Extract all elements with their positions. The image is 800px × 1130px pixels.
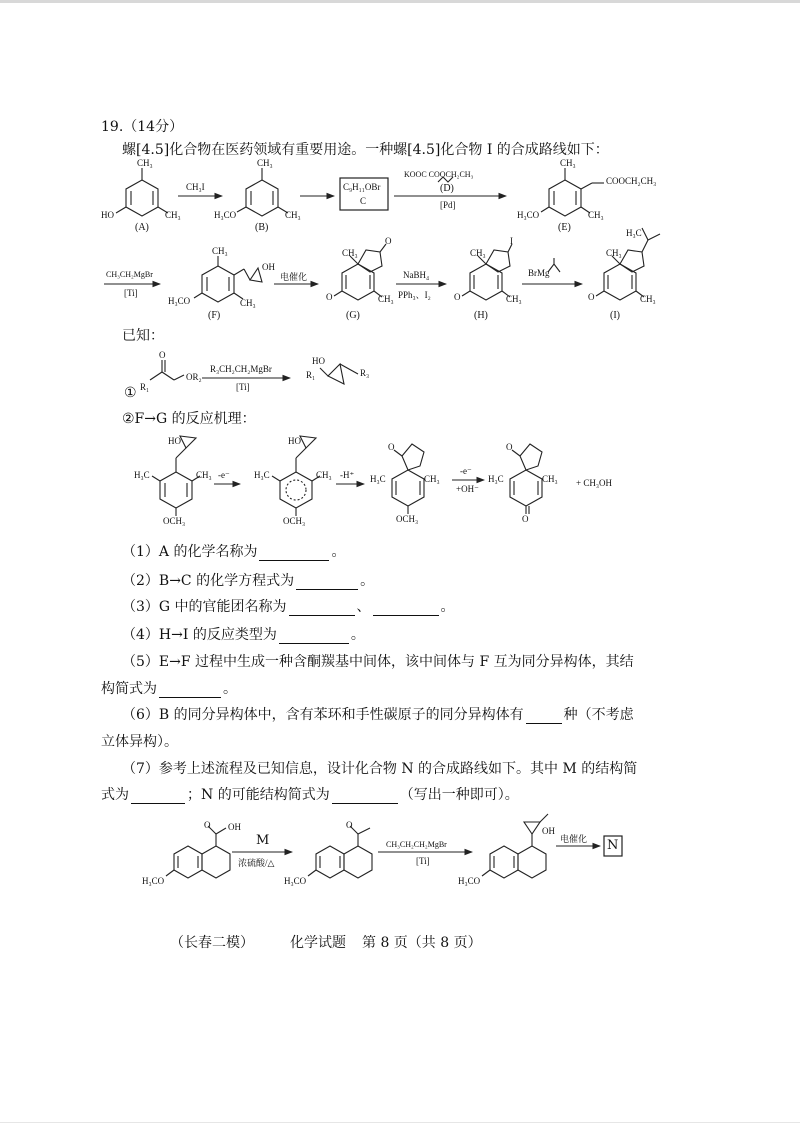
- known1-reagent: R₃CH₂CH₂MgBr: [210, 364, 272, 374]
- mech-compound-2: [272, 436, 320, 516]
- mech3-ch3: CH₃: [424, 474, 440, 484]
- a-ch3-2: CH₃: [165, 210, 181, 220]
- g-ch3: CH₃: [342, 248, 358, 258]
- q1-end: 。: [331, 544, 346, 560]
- f-ch3-2: CH₃: [240, 298, 256, 308]
- q5-line1: （5）E→F 过程中生成一种含酮羰基中间体，该中间体与 F 互为同分异构体，其结: [122, 654, 634, 670]
- g-o: O: [385, 236, 392, 246]
- q3-mid: 、: [356, 599, 371, 615]
- compound-a: [116, 168, 168, 216]
- q5-text2: 构简式为: [101, 681, 157, 697]
- b-h3co: H₃CO: [214, 210, 237, 220]
- q3: [122, 598, 455, 616]
- reagent-ch3i: CH₃I: [186, 182, 205, 192]
- s2-c1-o: O: [204, 820, 211, 830]
- s2-c3-oh: OH: [542, 826, 555, 836]
- mech-step2: -H⁺: [340, 470, 355, 480]
- q5-blank[interactable]: [159, 683, 221, 698]
- s2-reagent: CH₃CH₂CH₂MgBr: [386, 840, 447, 849]
- h-ch3-2: CH₃: [506, 294, 522, 304]
- c-formula: C₉H₁₁OBr: [343, 182, 381, 192]
- question-number: 19.（14分）: [101, 119, 184, 135]
- label-e: (E): [558, 222, 571, 233]
- q5-end: 。: [223, 681, 237, 697]
- mech-plus-methanol: + CH₃OH: [576, 478, 612, 488]
- mech4-o2: O: [522, 514, 529, 524]
- q1-text: （1）A 的化学名称为: [122, 544, 258, 560]
- compound-e: [541, 168, 604, 216]
- mech1-h3c: H₃C: [134, 470, 150, 480]
- mech-step1: -e⁻: [218, 470, 230, 480]
- compound-b: [237, 168, 288, 216]
- known1-r2: R₂: [192, 372, 202, 382]
- e-ch3: CH₃: [560, 158, 576, 168]
- known1-prod-r1: R₁: [306, 370, 316, 380]
- i-h3c: H₃C: [626, 228, 642, 238]
- g-o2: O: [326, 292, 333, 302]
- f-h3co: H₃CO: [168, 296, 191, 306]
- b-ch3-2: CH₃: [285, 210, 301, 220]
- a-ho: HO: [101, 210, 114, 220]
- s2-compound-2: [308, 826, 372, 878]
- f-ch3: CH₃: [212, 246, 228, 256]
- mech4-h3c: H₃C: [488, 474, 504, 484]
- mech1-ch3: CH₃: [196, 470, 212, 480]
- q6-blank[interactable]: [526, 709, 562, 724]
- i-ch3: CH₃: [606, 248, 622, 258]
- q6-text-b: 种（不考虑: [563, 707, 634, 723]
- mech-compound-4: [510, 444, 542, 514]
- s2-echem: 电催化: [560, 834, 588, 844]
- mech-step3a: -e⁻: [460, 466, 472, 476]
- reagent-etmgbr: CH₃CH₂MgBr: [106, 270, 153, 279]
- label-c: C: [360, 196, 367, 206]
- s2-c2-o: O: [346, 820, 353, 830]
- q1-blank[interactable]: [259, 546, 329, 561]
- mech2-och3: OCH₃: [283, 516, 306, 526]
- known2-heading: ②F→G 的反应机理：: [122, 411, 256, 427]
- compound-i: [596, 228, 660, 300]
- footer-source: （长春二模）: [170, 935, 254, 951]
- q6-text: （6）B 的同分异构体中，含有苯环和手性碳原子的同分异构体有: [122, 707, 524, 723]
- i-o: O: [588, 292, 595, 302]
- known1-r3: R₃: [360, 368, 370, 378]
- q7-blank-m[interactable]: [131, 789, 185, 804]
- mech2-ho: HO: [288, 436, 301, 446]
- e-ch3-2: CH₃: [588, 210, 604, 220]
- label-d: (D): [440, 183, 454, 194]
- q5-line2: [101, 680, 237, 698]
- mech3-o: O: [388, 442, 395, 452]
- label-f: (F): [208, 310, 221, 321]
- mech4-ch3: CH₃: [542, 474, 558, 484]
- mech2-h3c: H₃C: [254, 470, 270, 480]
- g-ch3-2: CH₃: [378, 294, 394, 304]
- reagent-d: KOOC COOCH₂CH₃: [404, 170, 474, 179]
- footer-subject: 化学试题: [290, 935, 346, 951]
- b-ch3: CH₃: [257, 158, 273, 168]
- known1-product: [320, 364, 358, 384]
- q2-blank[interactable]: [296, 575, 358, 590]
- mech-compound-3: [392, 444, 424, 514]
- mech2-ch3: CH₃: [316, 470, 332, 480]
- e-cooet: COOCH₂CH₃: [606, 176, 657, 186]
- reagent-pd: [Pd]: [440, 200, 456, 210]
- label-a: (A): [135, 222, 149, 233]
- label-b: (B): [255, 222, 269, 233]
- q2: [122, 572, 374, 590]
- scan-bottom-edge: [0, 1122, 800, 1123]
- s2-m: M: [256, 833, 270, 848]
- s2-ti: [Ti]: [416, 856, 430, 866]
- h-o: O: [454, 292, 461, 302]
- h-i: I: [510, 236, 513, 246]
- compound-f: [194, 256, 262, 302]
- q4: [122, 626, 365, 644]
- known1-ester: [150, 360, 184, 380]
- reagent-ti: [Ti]: [124, 288, 138, 298]
- mech-step3b: +OH⁻: [456, 484, 479, 494]
- reagent-nabh4: NaBH₄: [403, 270, 430, 280]
- q6-line1: [122, 706, 634, 724]
- known1-o: O: [159, 350, 166, 360]
- mech1-ho: HO: [168, 436, 181, 446]
- question-intro: 螺[4.5]化合物在医药领域有重要用途。一种螺[4.5]化合物 I 的合成路线如下：: [122, 142, 609, 158]
- s2-c1-h3co: H₃CO: [142, 876, 165, 886]
- s2-compound-3: [482, 814, 548, 878]
- q3-end: 。: [440, 599, 455, 615]
- q6-line2: 立体异构）。: [101, 734, 178, 750]
- mech4-o: O: [506, 442, 513, 452]
- known1-circle: ①: [124, 385, 137, 401]
- q1: [122, 543, 345, 561]
- q7-line1: （7）参考上述流程及已知信息，设计化合物 N 的合成路线如下。其中 M 的结构简: [122, 761, 638, 777]
- reagent-brmg: BrMg: [528, 268, 550, 278]
- q3-text: （3）G 中的官能团名称为: [122, 599, 287, 615]
- q7-line2: [101, 786, 519, 804]
- mech3-h3c: H₃C: [370, 474, 386, 484]
- s2-c3-h3co: H₃CO: [458, 876, 481, 886]
- label-h: (H): [474, 310, 488, 321]
- known-heading: 已知：: [122, 328, 164, 344]
- q7-text-a: 式为: [101, 787, 129, 803]
- q4-blank[interactable]: [279, 629, 349, 644]
- reagent-pph3: PPh₃、I₂: [398, 290, 431, 300]
- q7-blank-n[interactable]: [332, 789, 398, 804]
- s2-n: N: [607, 838, 619, 853]
- h-ch3: CH₃: [470, 248, 486, 258]
- q7-text-c: （写出一种即可）。: [399, 787, 519, 803]
- q7-text-b: ；N 的可能结构简式为: [187, 787, 330, 803]
- q4-text: （4）H→I 的反应类型为: [122, 627, 277, 643]
- mech-compound-1: [152, 436, 200, 516]
- q2-text: （2）B→C 的化学方程式为: [122, 573, 295, 589]
- footer-page: 第 8 页（共 8 页）: [362, 935, 482, 951]
- e-h3co: H₃CO: [517, 210, 540, 220]
- known1-ti: [Ti]: [236, 382, 250, 392]
- s2-c1-oh: OH: [228, 822, 241, 832]
- known1-or2: OR₂: [186, 372, 202, 382]
- known1-r1: R₁: [140, 382, 150, 392]
- s2-c2-h3co: H₃CO: [284, 876, 307, 886]
- known1-ho: HO: [312, 356, 325, 366]
- q2-end: 。: [360, 573, 375, 589]
- s2-cond: 浓硫酸/△: [238, 858, 275, 868]
- i-ch3-2: CH₃: [640, 294, 656, 304]
- label-i: (I): [610, 310, 620, 321]
- s2-compound-1: [166, 826, 230, 878]
- q3-blank-2[interactable]: [373, 601, 439, 616]
- mech3-och3: OCH₃: [396, 514, 419, 524]
- q4-end: 。: [350, 627, 365, 643]
- f-oh: OH: [262, 262, 275, 272]
- a-ch3: CH₃: [137, 158, 153, 168]
- label-g: (G): [346, 310, 360, 321]
- mech1-och3: OCH₃: [163, 516, 186, 526]
- q3-blank-1[interactable]: [289, 601, 355, 616]
- reagent-electro: 电催化: [280, 272, 308, 282]
